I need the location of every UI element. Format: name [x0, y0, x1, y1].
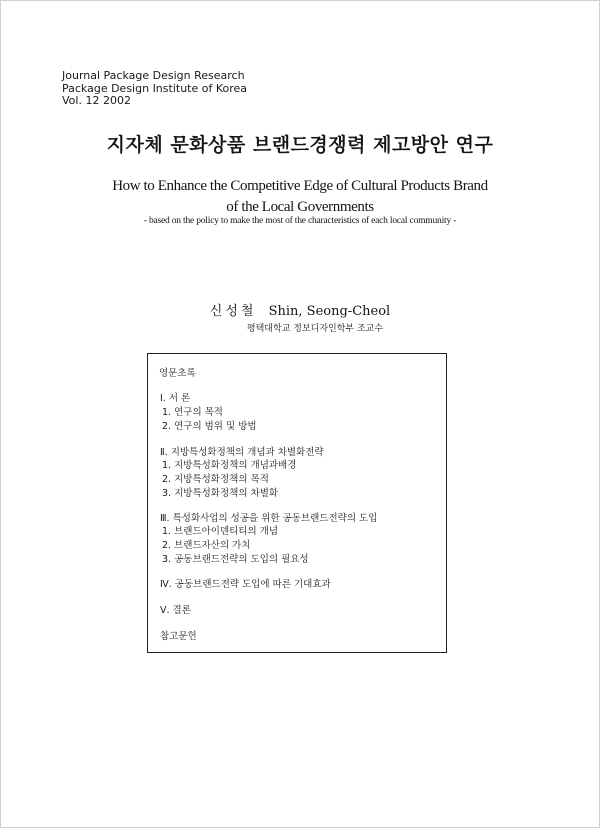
paper-title-english-line1: How to Enhance the Competitive Edge of Cultural Products Brand — [112, 178, 488, 194]
table-of-contents — [147, 353, 447, 653]
author-affiliation: 평택대학교 정보디자인학부 조교수 — [246, 324, 384, 334]
journal-info — [62, 70, 247, 108]
paper-title-korean: 지자체 문화상품 브랜드경쟁력 제고방안 연구 — [106, 134, 494, 156]
toc-item: 1. 브랜드아이덴티티의 개념 — [162, 526, 279, 537]
author-name-english: Shin, Seong-Cheol — [268, 304, 391, 319]
journal-publisher: Package Design Institute of Korea — [62, 81, 248, 95]
journal-volume: Vol. 12 2002 — [62, 94, 131, 107]
author-line — [0, 300, 600, 319]
toc-item: 2. 브랜드자산의 가치 — [162, 540, 251, 551]
toc-section-1: Ⅰ. 서 론 — [160, 393, 191, 404]
toc-item: 2. 연구의 범위 및 방법 — [162, 421, 257, 432]
paper-title-english — [0, 176, 600, 218]
toc-section-5: Ⅴ. 결론 — [160, 605, 191, 616]
toc-references: 참고문헌 — [160, 631, 197, 642]
toc-item: 1. 지방특성화정책의 개념과배경 — [162, 460, 297, 471]
toc-heading: 영문초록 — [159, 368, 196, 379]
toc-item: 3. 지방특성화정책의 차별화 — [162, 488, 279, 499]
toc-section-4: Ⅳ. 공동브랜드전략 도입에 따른 기대효과 — [160, 579, 331, 590]
toc-section-2: Ⅱ. 지방특성화정책의 개념과 차별화전략 — [160, 447, 324, 458]
toc-item: 1. 연구의 목적 — [162, 407, 223, 418]
toc-item: 3. 공동브랜드전략의 도입의 필요성 — [162, 554, 309, 565]
journal-name: Journal Package Design Research — [62, 69, 245, 82]
toc-section-3: Ⅲ. 특성화사업의 성공을 위한 공동브랜드전략의 도입 — [160, 513, 378, 524]
author-name-korean: 신성철 — [209, 304, 257, 319]
paper-title-english-line2: of the Local Governments — [226, 199, 374, 215]
paper-subtitle: - based on the policy to make the most of the characteristics of each local community - — [143, 216, 457, 226]
toc-item: 2. 지방특성화정책의 목적 — [162, 474, 269, 485]
